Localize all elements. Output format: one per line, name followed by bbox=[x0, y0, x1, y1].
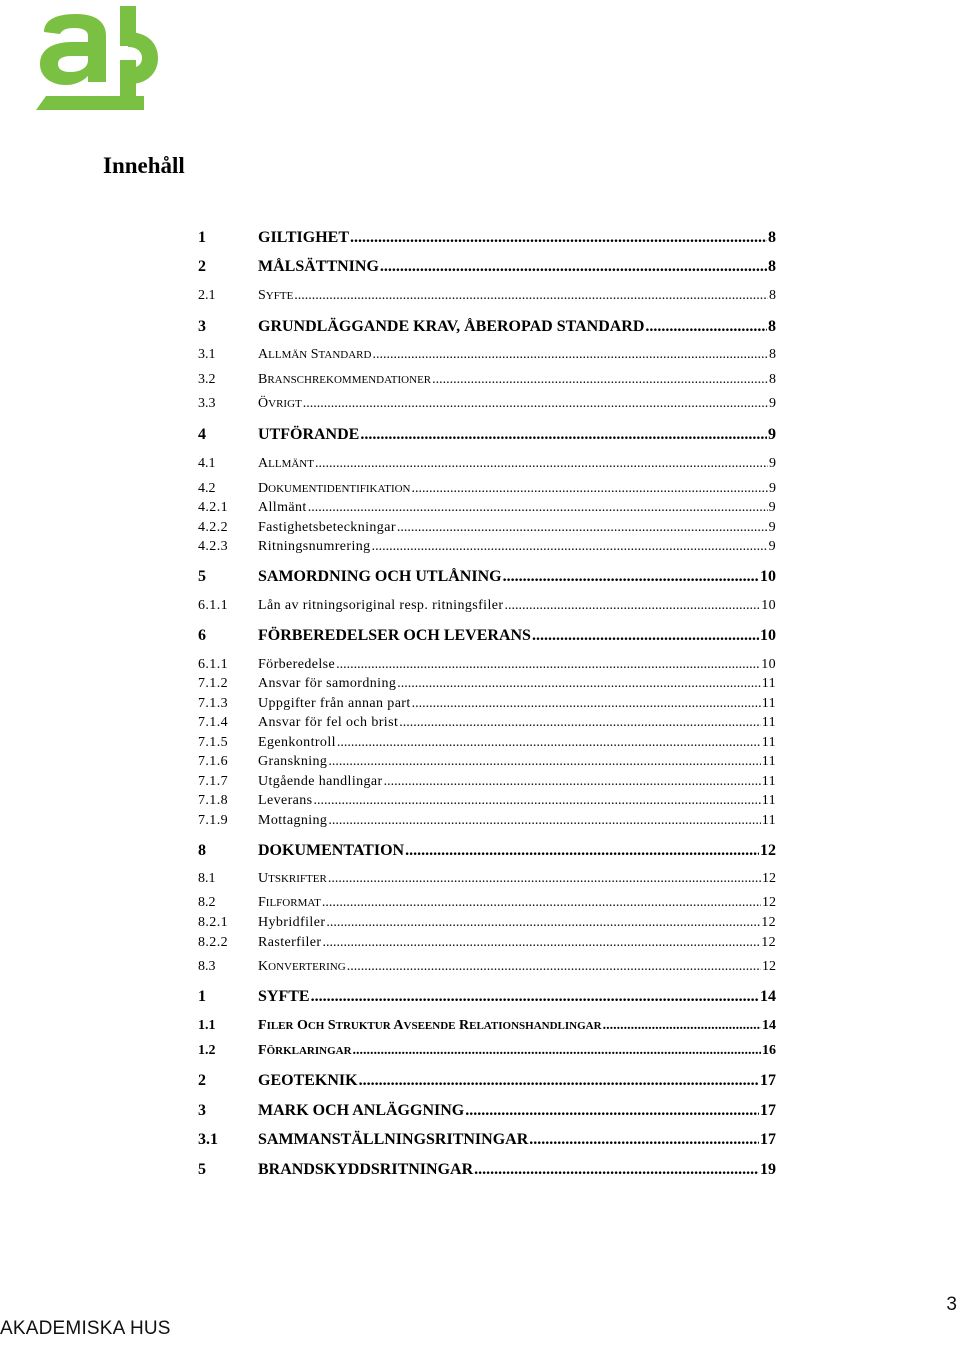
toc-entry-number: 6.1.1 bbox=[198, 598, 228, 613]
toc-entry-title: ÖVRIGT bbox=[258, 396, 302, 411]
ap-logo bbox=[34, 2, 174, 112]
toc-entry-page: 9 bbox=[768, 500, 776, 515]
toc-entry[interactable] bbox=[198, 895, 776, 911]
toc-entry-page: 10 bbox=[760, 568, 776, 585]
toc-entry-number: 1.2 bbox=[198, 1043, 216, 1058]
toc-entry-title: Rasterfiler bbox=[258, 935, 322, 950]
toc-entry-page: 11 bbox=[761, 715, 776, 730]
toc-entry-page: 14 bbox=[760, 988, 776, 1005]
toc-entry-page: 8 bbox=[769, 288, 776, 303]
toc-dot-leader bbox=[303, 396, 768, 412]
toc-dot-leader bbox=[328, 754, 760, 770]
toc-dot-leader bbox=[474, 1161, 759, 1179]
toc-entry-title: FILFORMAT bbox=[258, 895, 321, 910]
toc-entry-page: 10 bbox=[761, 657, 776, 672]
toc-entry-number: 7.1.7 bbox=[198, 774, 228, 789]
toc-entry-title: Leverans bbox=[258, 793, 313, 808]
toc-entry-number: 4.2.1 bbox=[198, 500, 228, 515]
toc-entry-title: FILER OCH STRUKTUR AVSEENDE RELATIONSHANDLINGAR bbox=[258, 1018, 602, 1033]
toc-dot-leader bbox=[322, 895, 761, 911]
toc-entry-number: 8.2.2 bbox=[198, 935, 228, 950]
toc-dot-leader bbox=[308, 500, 768, 516]
toc-dot-leader bbox=[336, 657, 760, 673]
toc-entry[interactable] bbox=[198, 318, 776, 336]
toc-entry-page: 16 bbox=[762, 1043, 776, 1058]
toc-entry-title: SAMMANSTÄLLNINGSRITNINGAR bbox=[258, 1131, 529, 1148]
toc-entry[interactable] bbox=[198, 1072, 776, 1090]
toc-entry[interactable] bbox=[198, 456, 776, 472]
toc-dot-leader bbox=[397, 676, 760, 692]
toc-entry-number: 7.1.5 bbox=[198, 735, 228, 750]
toc-dot-leader bbox=[380, 258, 767, 276]
toc-entry-title: SYFTE bbox=[258, 288, 294, 303]
toc-entry[interactable] bbox=[198, 935, 776, 951]
toc-dot-leader bbox=[328, 871, 761, 887]
toc-entry-title: SYFTE bbox=[258, 988, 310, 1005]
toc-entry[interactable] bbox=[198, 959, 776, 975]
toc-entry-number: 3.2 bbox=[198, 372, 216, 387]
toc-entry[interactable] bbox=[198, 347, 776, 363]
toc-entry-page: 14 bbox=[762, 1018, 776, 1033]
toc-entry-number: 1 bbox=[198, 229, 206, 246]
toc-entry[interactable] bbox=[198, 915, 776, 931]
toc-entry[interactable] bbox=[198, 676, 776, 692]
toc-entry-title: KONVERTERING bbox=[258, 959, 346, 974]
toc-entry-number: 7.1.8 bbox=[198, 793, 228, 808]
toc-entry-title: DOKUMENTATION bbox=[258, 842, 405, 859]
toc-dot-leader bbox=[372, 347, 768, 363]
toc-entry-title: GRUNDLÄGGANDE KRAV, ÅBEROPAD STANDARD bbox=[258, 318, 645, 335]
toc-entry-number: 2 bbox=[198, 258, 206, 275]
toc-entry[interactable] bbox=[198, 539, 776, 555]
toc-entry-page: 12 bbox=[761, 915, 776, 930]
toc-entry-page: 19 bbox=[760, 1161, 776, 1178]
toc-dot-leader bbox=[432, 372, 768, 388]
toc-entry-page: 12 bbox=[762, 959, 776, 974]
toc-dot-leader bbox=[350, 229, 767, 247]
toc-entry-page: 17 bbox=[760, 1102, 776, 1119]
toc-dot-leader bbox=[322, 935, 760, 951]
toc-entry-number: 1.1 bbox=[198, 1018, 216, 1033]
toc-entry-page: 10 bbox=[760, 627, 776, 644]
toc-entry-page: 11 bbox=[761, 813, 776, 828]
toc-entry-number: 3 bbox=[198, 1102, 206, 1119]
toc-entry-title: Allmänt bbox=[258, 500, 307, 515]
toc-dot-leader bbox=[397, 520, 768, 536]
toc-dot-leader bbox=[532, 627, 759, 645]
toc-entry[interactable] bbox=[198, 598, 776, 614]
toc-entry[interactable] bbox=[198, 774, 776, 790]
toc-dot-leader bbox=[347, 959, 761, 975]
toc-entry[interactable] bbox=[198, 813, 776, 829]
toc-entry[interactable] bbox=[198, 520, 776, 536]
toc-entry-number: 4 bbox=[198, 426, 206, 443]
toc-entry-title: Uppgifter från annan part bbox=[258, 696, 411, 711]
toc-entry-page: 9 bbox=[769, 456, 776, 471]
toc-entry[interactable] bbox=[198, 229, 776, 247]
toc-entry-page: 11 bbox=[761, 676, 776, 691]
toc-dot-leader bbox=[405, 842, 759, 860]
toc-entry-title: FÖRKLARINGAR bbox=[258, 1043, 352, 1058]
toc-entry[interactable] bbox=[198, 1131, 776, 1149]
toc-entry[interactable] bbox=[198, 793, 776, 809]
toc-entry-number: 8.2 bbox=[198, 895, 216, 910]
toc-entry-title: Granskning bbox=[258, 754, 328, 769]
toc-entry-number: 4.2.2 bbox=[198, 520, 228, 535]
toc-entry-number: 5 bbox=[198, 1161, 206, 1178]
toc-entry-number: 3 bbox=[198, 318, 206, 335]
toc-entry-number: 7.1.9 bbox=[198, 813, 228, 828]
toc-dot-leader bbox=[529, 1131, 759, 1149]
toc-entry-title: Egenkontroll bbox=[258, 735, 336, 750]
toc-entry[interactable] bbox=[198, 1161, 776, 1179]
toc-entry-number: 7.1.2 bbox=[198, 676, 228, 691]
toc-entry-title: GEOTEKNIK bbox=[258, 1072, 358, 1089]
toc-entry-page: 11 bbox=[761, 754, 776, 769]
toc-entry-number: 4.2 bbox=[198, 481, 216, 496]
toc-entry-title: GILTIGHET bbox=[258, 229, 350, 246]
toc-dot-leader bbox=[315, 456, 768, 472]
toc-entry-page: 8 bbox=[768, 258, 776, 275]
toc-entry-title: ALLMÄNT bbox=[258, 456, 314, 471]
toc-entry[interactable] bbox=[198, 500, 776, 516]
toc-dot-leader bbox=[384, 774, 761, 790]
toc-entry-number: 7.1.4 bbox=[198, 715, 228, 730]
toc-entry-title: Ritningsnumrering bbox=[258, 539, 371, 554]
toc-entry[interactable] bbox=[198, 1018, 776, 1034]
toc-entry[interactable] bbox=[198, 568, 776, 586]
toc-entry-page: 12 bbox=[762, 871, 776, 886]
toc-dot-leader bbox=[412, 481, 769, 497]
toc-entry-number: 7.1.3 bbox=[198, 696, 228, 711]
toc-entry-title: Lån av ritningsoriginal resp. ritningsfiler bbox=[258, 598, 504, 613]
toc-dot-leader bbox=[314, 793, 761, 809]
toc-entry-page: 8 bbox=[769, 347, 776, 362]
toc-entry[interactable] bbox=[198, 657, 776, 673]
toc-entry-title: Fastighetsbeteckningar bbox=[258, 520, 396, 535]
toc-entry[interactable] bbox=[198, 426, 776, 444]
toc-entry-number: 8.2.1 bbox=[198, 915, 228, 930]
toc-entry-title: FÖRBEREDELSER OCH LEVERANS bbox=[258, 627, 531, 644]
toc-entry-page: 9 bbox=[768, 520, 776, 535]
toc-entry-title: Hybridfiler bbox=[258, 915, 326, 930]
toc-entry-title: MARK OCH ANLÄGGNING bbox=[258, 1102, 465, 1119]
toc-entry-page: 12 bbox=[761, 935, 776, 950]
toc-entry[interactable] bbox=[198, 988, 776, 1006]
toc-entry-title: SAMORDNING OCH UTLÅNING bbox=[258, 568, 502, 585]
toc-entry[interactable] bbox=[198, 627, 776, 645]
toc-entry-page: 11 bbox=[761, 696, 776, 711]
toc-entry-number: 1 bbox=[198, 988, 206, 1005]
toc-dot-leader bbox=[603, 1018, 761, 1034]
toc-entry[interactable] bbox=[198, 754, 776, 770]
toc-dot-leader bbox=[503, 568, 759, 586]
toc-entry[interactable] bbox=[198, 842, 776, 860]
toc-entry-number: 3.1 bbox=[198, 347, 216, 362]
toc-entry-title: DOKUMENTIDENTIFIKATION bbox=[258, 481, 411, 496]
toc-entry[interactable] bbox=[198, 871, 776, 887]
toc-entry-page: 17 bbox=[760, 1131, 776, 1148]
toc-dot-leader bbox=[412, 696, 761, 712]
toc-heading: Innehåll bbox=[103, 153, 185, 178]
toc-entry-page: 11 bbox=[761, 793, 776, 808]
toc-dot-leader bbox=[465, 1102, 759, 1120]
toc-entry-number: 2 bbox=[198, 1072, 206, 1089]
toc-entry-number: 2.1 bbox=[198, 288, 216, 303]
toc-dot-leader bbox=[326, 915, 760, 931]
toc-dot-leader bbox=[504, 598, 760, 614]
toc-dot-leader bbox=[294, 288, 768, 304]
toc-entry-page: 11 bbox=[761, 735, 776, 750]
toc-dot-leader bbox=[359, 1072, 759, 1090]
page-number: 3 bbox=[946, 1294, 957, 1315]
toc-entry-page: 10 bbox=[761, 598, 776, 613]
toc-dot-leader bbox=[328, 813, 760, 829]
toc-dot-leader bbox=[353, 1043, 761, 1059]
toc-entry-number: 3.1 bbox=[198, 1131, 218, 1148]
toc-entry[interactable] bbox=[198, 715, 776, 731]
toc-entry-number: 8.1 bbox=[198, 871, 216, 886]
toc-entry-title: ALLMÄN STANDARD bbox=[258, 347, 372, 362]
toc-entry-number: 8.3 bbox=[198, 959, 216, 974]
toc-entry-title: Ansvar för fel och brist bbox=[258, 715, 399, 730]
toc-entry[interactable] bbox=[198, 1043, 776, 1059]
toc-entry-number: 7.1.6 bbox=[198, 754, 228, 769]
toc-entry-title: Förberedelse bbox=[258, 657, 336, 672]
toc-entry[interactable] bbox=[198, 1102, 776, 1120]
toc-entry[interactable] bbox=[198, 696, 776, 712]
toc-dot-leader bbox=[337, 735, 761, 751]
toc-entry[interactable] bbox=[198, 258, 776, 276]
toc-entry-title: Mottagning bbox=[258, 813, 328, 828]
toc-entry-number: 5 bbox=[198, 568, 206, 585]
toc-entry-page: 17 bbox=[760, 1072, 776, 1089]
toc-entry[interactable] bbox=[198, 288, 776, 304]
toc-entry-title: MÅLSÄTTNING bbox=[258, 258, 379, 275]
akademiska-hus-logo: AKADEMISKA HUS bbox=[0, 1318, 171, 1339]
toc-entry[interactable] bbox=[198, 735, 776, 751]
toc-entry-title: Utgående handlingar bbox=[258, 774, 383, 789]
toc-entry-title: BRANDSKYDDSRITNINGAR bbox=[258, 1161, 474, 1178]
toc-entry-page: 11 bbox=[761, 774, 776, 789]
toc-entry[interactable] bbox=[198, 372, 776, 388]
toc-entry-number: 6.1.1 bbox=[198, 657, 228, 672]
toc-entry-page: 12 bbox=[760, 842, 776, 859]
toc-entry[interactable] bbox=[198, 396, 776, 412]
toc-dot-leader bbox=[645, 318, 767, 336]
toc-entry-title: BRANSCHREKOMMENDATIONER bbox=[258, 372, 432, 387]
toc-dot-leader bbox=[372, 539, 768, 555]
toc-entry-title: Ansvar för samordning bbox=[258, 676, 397, 691]
toc-entry-title: UTSKRIFTER bbox=[258, 871, 327, 886]
toc-dot-leader bbox=[360, 426, 767, 444]
toc-entry-number: 4.2.3 bbox=[198, 539, 228, 554]
toc-entry[interactable] bbox=[198, 481, 776, 497]
toc-entry-page: 9 bbox=[769, 481, 776, 496]
toc-dot-leader bbox=[311, 988, 759, 1006]
toc-entry-page: 9 bbox=[769, 396, 776, 411]
toc-entry-page: 9 bbox=[768, 539, 776, 554]
toc-entry-title: UTFÖRANDE bbox=[258, 426, 360, 443]
toc-entry-number: 3.3 bbox=[198, 396, 216, 411]
toc-entry-page: 9 bbox=[768, 426, 776, 443]
toc-entry-page: 8 bbox=[768, 229, 776, 246]
toc-entry-page: 12 bbox=[762, 895, 776, 910]
toc-entry-number: 4.1 bbox=[198, 456, 216, 471]
toc-entry-number: 6 bbox=[198, 627, 206, 644]
toc-entry-page: 8 bbox=[769, 372, 776, 387]
toc-entry-page: 8 bbox=[768, 318, 776, 335]
toc-dot-leader bbox=[399, 715, 760, 731]
toc-entry-number: 8 bbox=[198, 842, 206, 859]
